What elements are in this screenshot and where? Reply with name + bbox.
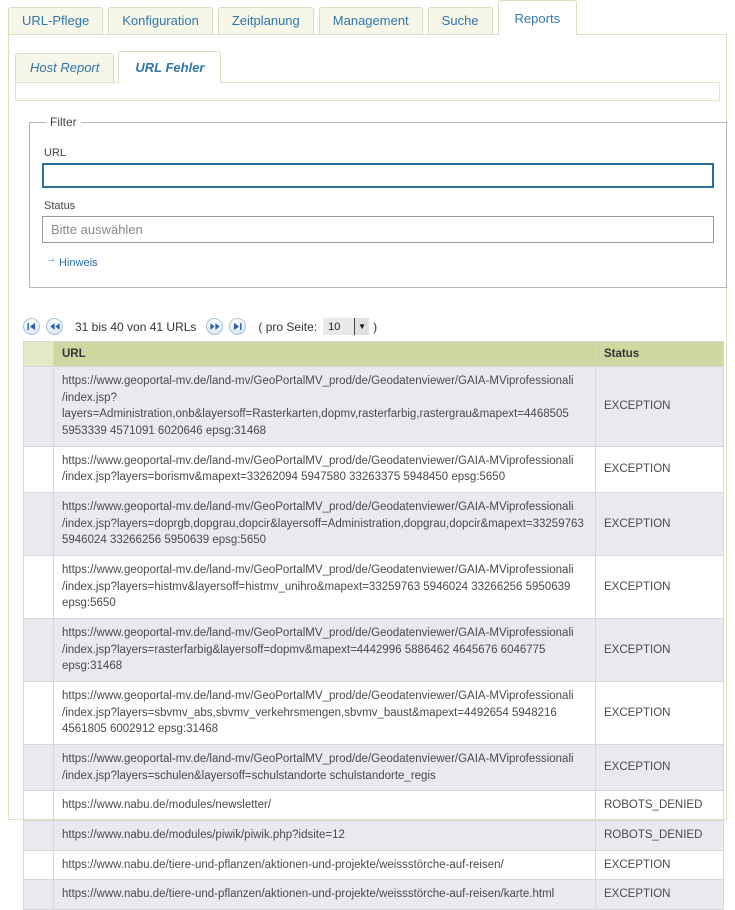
- row-selector-cell: [24, 619, 54, 682]
- hinweis-link[interactable]: [46, 254, 98, 269]
- status-cell: ROBOTS_DENIED: [596, 821, 724, 851]
- tab-management[interactable]: Management: [319, 7, 423, 34]
- table-row: [24, 850, 724, 880]
- next-page-button[interactable]: [206, 318, 223, 335]
- url-cell: https://www.geoportal-mv.de/land-mv/GeoPortalMV_prod/de/Geodatenviewer/GAIA-MViprofessionali /index.jsp?layers=borismv&mapext=33262094 5947580 33263375 5948450 epsg:5650: [54, 446, 596, 492]
- per-page-group: [258, 318, 377, 335]
- status-column-header: Status: [596, 342, 724, 367]
- url-cell: https://www.geoportal-mv.de/land-mv/GeoPortalMV_prod/de/Geodatenviewer/GAIA-MViprofessionali /index.jsp?layers=doprgb,dopgrau,dopcir&layersoff=Administration,dopgrau,dopcir&mapext=33259763 5946024 33266256 5950639 epsg:5650: [54, 493, 596, 556]
- first-page-button[interactable]: [23, 318, 40, 335]
- table-row: [24, 619, 724, 682]
- row-selector-cell: [24, 880, 54, 910]
- pagination-bar: [23, 318, 726, 335]
- prev-page-button[interactable]: [46, 318, 63, 335]
- subtab-url-fehler[interactable]: URL Fehler: [118, 51, 221, 83]
- url-cell: https://www.nabu.de/modules/newsletter/: [54, 791, 596, 821]
- tab-konfiguration[interactable]: Konfiguration: [108, 7, 213, 34]
- status-cell: EXCEPTION: [596, 880, 724, 910]
- table-row: [24, 367, 724, 447]
- status-filter-select[interactable]: [42, 216, 714, 243]
- status-cell: EXCEPTION: [596, 367, 724, 447]
- row-selector-cell: [24, 791, 54, 821]
- main-panel: [8, 34, 727, 901]
- tab-reports[interactable]: Reports: [498, 0, 578, 35]
- per-page-suffix: ): [373, 319, 378, 334]
- url-error-table: [23, 341, 724, 910]
- status-cell: EXCEPTION: [596, 556, 724, 619]
- url-cell: https://www.geoportal-mv.de/land-mv/GeoPortalMV_prod/de/Geodatenviewer/GAIA-MViprofessionali /index.jsp?layers=histmv&layersoff=histmv_unihro&mapext=33259763 5946024 33266256 5950639 epsg:5650: [54, 556, 596, 619]
- double-right-icon: [210, 322, 220, 331]
- table-row: [24, 556, 724, 619]
- main-tabs: [0, 0, 735, 34]
- url-cell: https://www.nabu.de/modules/piwik/piwik.php?idsite=12: [54, 821, 596, 851]
- skip-first-icon: [27, 322, 36, 331]
- row-selector-cell: [24, 821, 54, 851]
- double-left-icon: [50, 322, 60, 331]
- filter-fieldset: [29, 115, 727, 288]
- url-filter-label: URL: [44, 147, 67, 159]
- table-header-row: [24, 342, 724, 367]
- sub-tabs: [9, 35, 726, 82]
- url-cell: https://www.geoportal-mv.de/land-mv/GeoPortalMV_prod/de/Geodatenviewer/GAIA-MViprofessionali /index.jsp?layers=Administration,onb&layersoff=Rasterkarten,dopmv,rasterfarbig,rastergrau&mapext=4468505 5953339 4571091 6020646 epsg:31468: [54, 367, 596, 447]
- skip-last-icon: [233, 322, 242, 331]
- url-cell: https://www.nabu.de/tiere-und-pflanzen/aktionen-und-projekte/weissstörche-auf-reisen/karte.html: [54, 880, 596, 910]
- table-body: [24, 367, 724, 910]
- tab-zeitplanung[interactable]: Zeitplanung: [218, 7, 314, 34]
- per-page-select[interactable]: [323, 318, 369, 335]
- status-cell: ROBOTS_DENIED: [596, 791, 724, 821]
- table-row: [24, 821, 724, 851]
- url-cell: https://www.geoportal-mv.de/land-mv/GeoPortalMV_prod/de/Geodatenviewer/GAIA-MViprofessionali /index.jsp?layers=sbvmv_abs,sbvmv_verkehrsmengen,sbvmv_baust&mapext=4492654 5948216 4561805 6002912 epsg:31468: [54, 682, 596, 745]
- status-filter-label: Status: [44, 200, 76, 212]
- status-cell: EXCEPTION: [596, 850, 724, 880]
- row-selector-cell: [24, 493, 54, 556]
- status-cell: EXCEPTION: [596, 619, 724, 682]
- row-selector-cell: [24, 682, 54, 745]
- per-page-prefix: ( pro Seite:: [258, 319, 318, 334]
- tab-url-pflege[interactable]: URL-Pflege: [8, 7, 103, 34]
- arrow-right-icon: →: [46, 254, 56, 265]
- tab-suche[interactable]: Suche: [428, 7, 493, 34]
- table-row: [24, 493, 724, 556]
- last-page-button[interactable]: [229, 318, 246, 335]
- url-cell: https://www.geoportal-mv.de/land-mv/GeoPortalMV_prod/de/Geodatenviewer/GAIA-MViprofessionali /index.jsp?layers=rasterfarbig&layersoff=dopmv&mapext=4442996 5886462 4645676 6046775 epsg:31468: [54, 619, 596, 682]
- url-column-header: URL: [54, 342, 596, 367]
- filter-legend: Filter: [50, 115, 77, 129]
- hinweis-label: Hinweis: [59, 257, 98, 269]
- table-row: [24, 791, 724, 821]
- pagination-info: 31 bis 40 von 41 URLs: [75, 319, 197, 334]
- row-selector-cell: [24, 745, 54, 791]
- status-cell: EXCEPTION: [596, 446, 724, 492]
- per-page-value: 10: [328, 320, 341, 333]
- row-selector-cell: [24, 556, 54, 619]
- url-cell: https://www.nabu.de/tiere-und-pflanzen/aktionen-und-projekte/weissstörche-auf-reisen/: [54, 850, 596, 880]
- row-selector-cell: [24, 446, 54, 492]
- status-cell: EXCEPTION: [596, 493, 724, 556]
- status-cell: EXCEPTION: [596, 745, 724, 791]
- status-placeholder-text: Bitte auswählen: [51, 222, 143, 237]
- subtab-host-report[interactable]: Host Report: [15, 53, 114, 82]
- table-row: [24, 745, 724, 791]
- url-filter-input[interactable]: [42, 163, 714, 188]
- dropdown-arrow-icon[interactable]: ▼: [354, 318, 369, 335]
- row-selector-cell: [24, 850, 54, 880]
- row-selector-cell: [24, 367, 54, 447]
- table-row: [24, 446, 724, 492]
- table-row: [24, 880, 724, 910]
- message-strip: [15, 82, 720, 101]
- selector-column-header: [24, 342, 54, 367]
- status-cell: EXCEPTION: [596, 682, 724, 745]
- url-cell: https://www.geoportal-mv.de/land-mv/GeoPortalMV_prod/de/Geodatenviewer/GAIA-MViprofessionali /index.jsp?layers=schulen&layersoff=schulstandorte schulstandorte_regis: [54, 745, 596, 791]
- table-row: [24, 682, 724, 745]
